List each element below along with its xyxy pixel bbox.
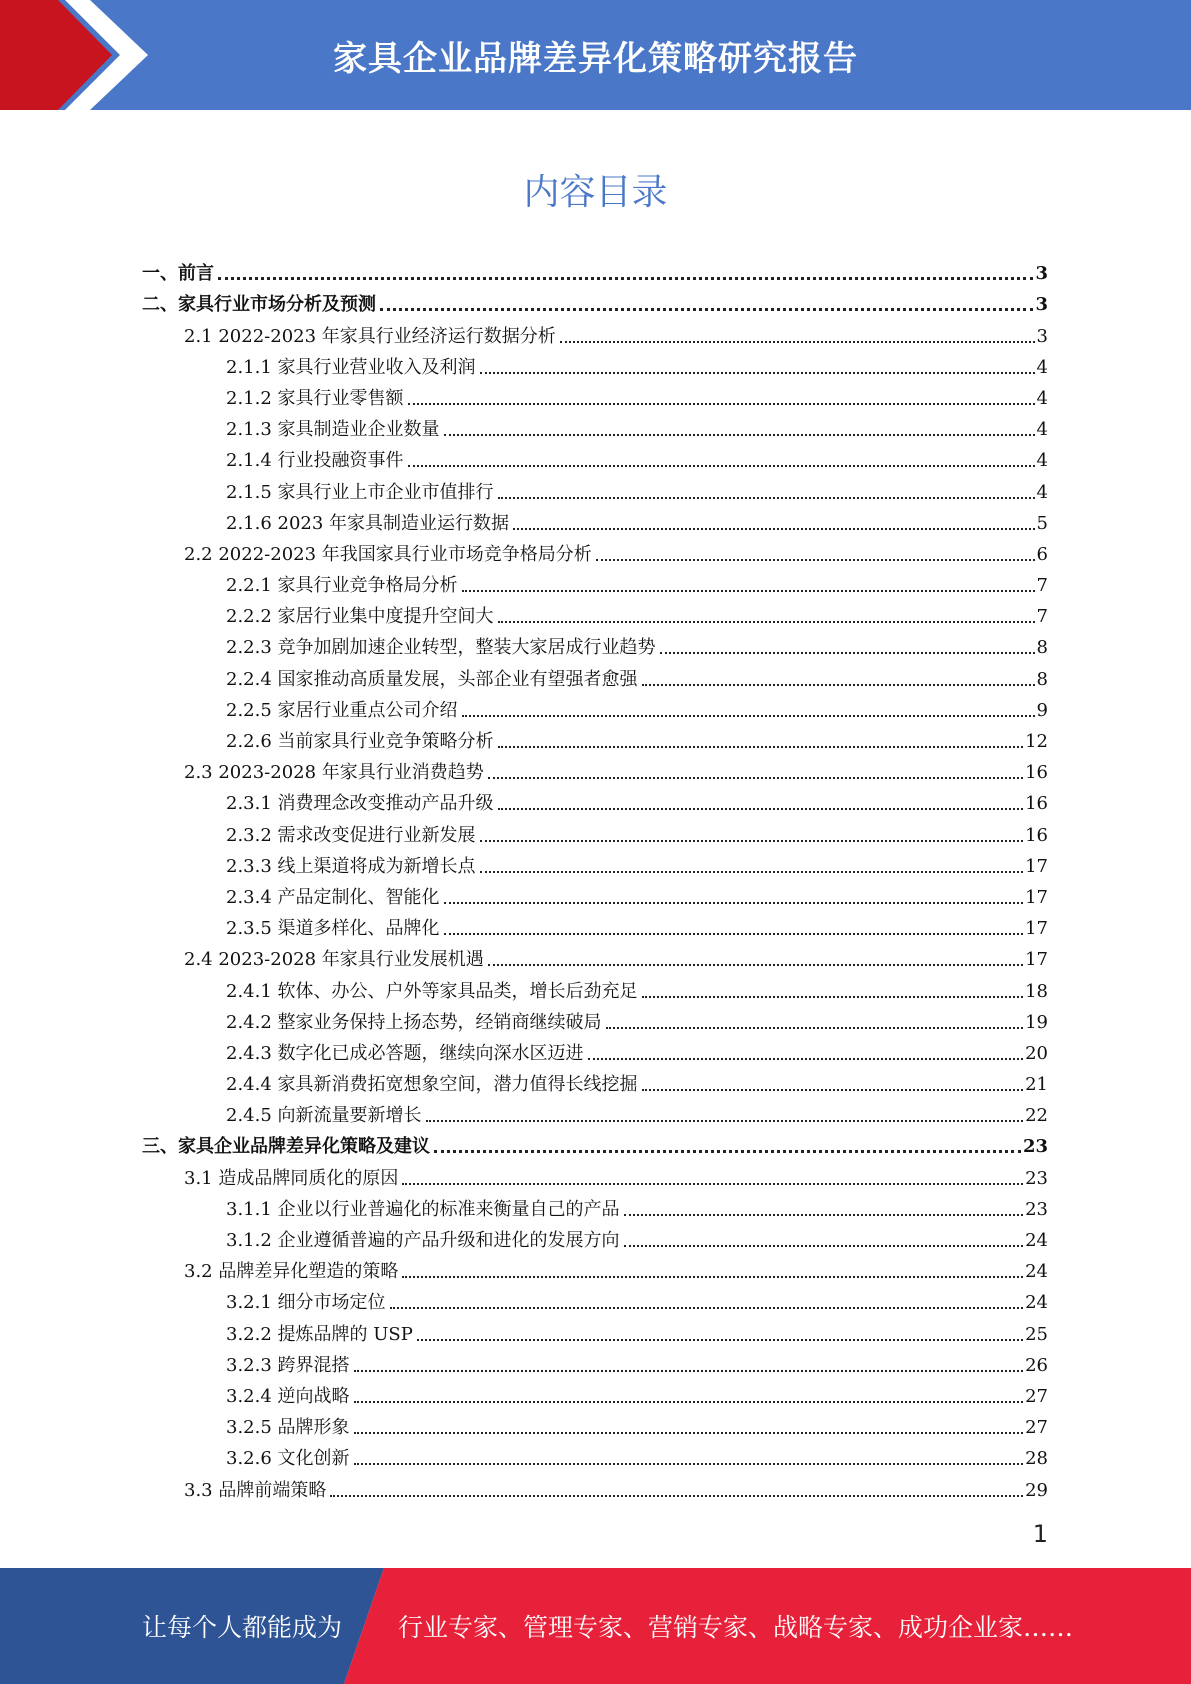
toc-entry-page: 9 <box>1036 699 1048 721</box>
toc-entry-page: 8 <box>1036 637 1048 659</box>
toc-entry-page: 17 <box>1025 918 1048 940</box>
toc-entry-title: 2.3.3 线上渠道将成为新增长点 <box>226 855 476 877</box>
toc-entry-title: 3.3 品牌前端策略 <box>184 1479 327 1501</box>
toc-entry[interactable] <box>142 254 1048 285</box>
toc-leader-dots <box>480 840 1024 842</box>
toc-entry[interactable] <box>142 1065 1048 1096</box>
toc-entry-title: 2.2.1 家具行业竞争格局分析 <box>226 575 458 597</box>
toc-leader-dots <box>642 1089 1024 1091</box>
toc-entry[interactable] <box>142 815 1048 846</box>
toc-entry-page: 21 <box>1025 1074 1048 1096</box>
toc-entry[interactable] <box>142 1346 1048 1377</box>
toc-entry-title: 3.2.1 细分市场定位 <box>226 1292 386 1314</box>
toc-entry[interactable] <box>142 1314 1048 1345</box>
toc-entry-page: 23 <box>1025 1198 1048 1220</box>
toc-entry[interactable] <box>142 1221 1048 1252</box>
page-number: 1 <box>1032 1520 1048 1548</box>
toc-entry-page: 20 <box>1025 1042 1048 1064</box>
toc-entry-page: 5 <box>1036 512 1048 534</box>
toc-entry-page: 16 <box>1025 824 1048 846</box>
toc-entry-page: 27 <box>1025 1385 1048 1407</box>
footer-slogan-left: 让每个人都能成为 <box>142 1613 343 1642</box>
toc-leader-dots <box>624 1245 1024 1247</box>
toc-entry[interactable] <box>142 722 1048 753</box>
toc-entry-page: 26 <box>1025 1354 1048 1376</box>
toc-entry-page: 24 <box>1025 1292 1048 1314</box>
toc-entry[interactable] <box>142 1252 1048 1283</box>
toc-entry-title: 二、家具行业市场分析及预测 <box>142 294 376 316</box>
toc-leader-dots <box>488 964 1023 966</box>
toc-entry-title: 3.2.6 文化创新 <box>226 1448 350 1470</box>
toc-leader-dots <box>402 1183 1023 1185</box>
toc-entry-page: 17 <box>1025 886 1048 908</box>
toc-entry-page: 7 <box>1036 575 1048 597</box>
toc-entry-title: 2.1.6 2023 年家具制造业运行数据 <box>226 512 510 534</box>
toc-leader-dots <box>642 684 1035 686</box>
toc-entry-page: 3 <box>1036 325 1048 347</box>
toc-entry-title: 3.1 造成品牌同质化的原因 <box>184 1167 399 1189</box>
toc-entry-page: 27 <box>1025 1417 1048 1439</box>
toc-entry[interactable] <box>142 504 1048 535</box>
toc-entry-title: 2.4.5 向新流量要新增长 <box>226 1105 422 1127</box>
toc-leader-dots <box>417 1339 1023 1341</box>
toc-entry[interactable] <box>142 1408 1048 1439</box>
toc-leader-dots <box>354 1370 1024 1372</box>
toc-entry-title: 2.3.5 渠道多样化、品牌化 <box>226 918 440 940</box>
toc-entry-page: 18 <box>1025 980 1048 1002</box>
toc-entry-title: 2.3.1 消费理念改变推动产品升级 <box>226 793 494 815</box>
toc-leader-dots <box>218 277 1033 280</box>
toc-leader-dots <box>354 1401 1024 1403</box>
toc-entry[interactable] <box>142 316 1048 347</box>
toc-entry-title: 2.1.2 家具行业零售额 <box>226 387 404 409</box>
toc-entry-title: 2.3.4 产品定制化、智能化 <box>226 886 440 908</box>
toc-entry-title: 2.1.1 家具行业营业收入及利润 <box>226 356 476 378</box>
toc-entry-title: 3.2.5 品牌形象 <box>226 1417 350 1439</box>
toc-leader-dots <box>488 777 1023 779</box>
toc-entry-page: 22 <box>1025 1105 1048 1127</box>
toc-leader-dots <box>624 1214 1024 1216</box>
table-of-contents <box>142 254 1048 1502</box>
toc-entry-title: 2.3 2023-2028 年家具行业消费趋势 <box>184 762 484 784</box>
toc-entry[interactable] <box>142 535 1048 566</box>
toc-leader-dots <box>462 590 1035 592</box>
toc-entry-page: 16 <box>1025 762 1048 784</box>
toc-entry-title: 2.2.5 家居行业重点公司介绍 <box>226 699 458 721</box>
toc-entry[interactable] <box>142 1034 1048 1065</box>
toc-entry-page: 23 <box>1025 1167 1048 1189</box>
toc-leader-dots <box>588 1058 1024 1060</box>
toc-entry-page: 4 <box>1036 387 1048 409</box>
toc-entry-title: 2.2.4 国家推动高质量发展，头部企业有望强者愈强 <box>226 668 638 690</box>
toc-leader-dots <box>606 1027 1024 1029</box>
toc-leader-dots <box>354 1432 1024 1434</box>
toc-entry-page: 24 <box>1025 1230 1048 1251</box>
toc-entry-title: 3.2.3 跨界混搭 <box>226 1354 350 1376</box>
toc-entry[interactable] <box>142 285 1048 316</box>
toc-entry-page: 4 <box>1036 481 1048 503</box>
toc-entry-title: 2.2.6 当前家具行业竞争策略分析 <box>226 731 494 752</box>
toc-leader-dots <box>480 871 1024 873</box>
toc-entry-title: 一、前言 <box>142 263 214 285</box>
toc-entry-page: 4 <box>1036 450 1048 472</box>
toc-entry[interactable] <box>142 1439 1048 1470</box>
toc-leader-dots <box>462 715 1035 717</box>
toc-entry[interactable] <box>142 566 1048 597</box>
toc-entry[interactable] <box>142 1283 1048 1314</box>
toc-leader-dots <box>480 372 1035 374</box>
toc-entry[interactable] <box>142 1003 1048 1034</box>
toc-entry-title: 2.4.4 家具新消费拓宽想象空间，潜力值得长线挖掘 <box>226 1074 638 1096</box>
toc-entry-title: 3.1.2 企业遵循普遍的产品升级和进化的发展方向 <box>226 1230 620 1251</box>
toc-entry-page: 23 <box>1022 1136 1048 1158</box>
toc-entry-title: 2.2 2022-2023 年我国家具行业市场竞争格局分析 <box>184 543 592 565</box>
toc-leader-dots <box>330 1495 1023 1497</box>
toc-leader-dots <box>498 621 1035 623</box>
toc-entry-title: 2.2.3 竞争加剧加速企业转型，整装大家居成行业趋势 <box>226 637 656 659</box>
toc-leader-dots <box>408 465 1035 467</box>
toc-entry[interactable] <box>142 410 1048 441</box>
toc-entry-title: 2.4 2023-2028 年家具行业发展机遇 <box>184 949 484 971</box>
toc-leader-dots <box>390 1307 1024 1309</box>
toc-entry-page: 28 <box>1025 1448 1048 1470</box>
toc-entry-title: 3.2.2 提炼品牌的 USP <box>226 1323 413 1345</box>
toc-entry-title: 2.4.3 数字化已成必答题，继续向深水区迈进 <box>226 1042 584 1064</box>
toc-heading: 内容目录 <box>523 172 668 213</box>
toc-leader-dots <box>444 902 1024 904</box>
toc-entry[interactable] <box>142 909 1048 940</box>
toc-leader-dots <box>642 996 1024 998</box>
toc-entry-title: 3.1.1 企业以行业普遍化的标准来衡量自己的产品 <box>226 1198 620 1220</box>
toc-entry[interactable] <box>142 379 1048 410</box>
toc-leader-dots <box>444 933 1024 935</box>
toc-entry-title: 2.1.4 行业投融资事件 <box>226 450 404 472</box>
footer-slogan-right: 行业专家、管理专家、营销专家、战略专家、成功企业家…… <box>398 1613 1074 1642</box>
toc-entry[interactable] <box>142 753 1048 784</box>
report-title: 家具企业品牌差异化策略研究报告 <box>333 38 858 79</box>
toc-leader-dots <box>596 559 1035 561</box>
toc-entry-title: 2.2.2 家居行业集中度提升空间大 <box>226 606 494 628</box>
toc-leader-dots <box>498 497 1035 499</box>
toc-entry[interactable] <box>142 659 1048 690</box>
toc-entry-page: 16 <box>1025 793 1048 815</box>
toc-entry[interactable] <box>142 441 1048 472</box>
toc-entry[interactable] <box>142 847 1048 878</box>
toc-leader-dots <box>380 308 1033 311</box>
toc-entry-page: 6 <box>1036 543 1048 565</box>
toc-leader-dots <box>498 746 1024 748</box>
toc-leader-dots <box>434 1150 1021 1153</box>
toc-entry[interactable] <box>142 1190 1048 1221</box>
toc-entry-page: 3 <box>1035 263 1048 285</box>
toc-entry[interactable] <box>142 348 1048 379</box>
toc-leader-dots <box>402 1276 1023 1278</box>
toc-entry-title: 2.4.1 软体、办公、户外等家具品类，增长后劲充足 <box>226 980 638 1002</box>
toc-entry-page: 3 <box>1035 294 1048 316</box>
toc-entry[interactable] <box>142 971 1048 1002</box>
toc-entry[interactable] <box>142 597 1048 628</box>
toc-leader-dots <box>660 652 1035 654</box>
toc-entry-page: 4 <box>1036 419 1048 441</box>
toc-entry[interactable] <box>142 691 1048 722</box>
header-band <box>0 0 1191 110</box>
toc-entry-page: 17 <box>1025 949 1048 971</box>
toc-leader-dots <box>513 528 1034 530</box>
toc-entry[interactable] <box>142 472 1048 503</box>
toc-entry-page: 8 <box>1036 668 1048 690</box>
toc-entry[interactable] <box>142 784 1048 815</box>
footer-band <box>0 1568 1191 1684</box>
toc-entry[interactable] <box>142 628 1048 659</box>
toc-leader-dots <box>444 434 1035 436</box>
toc-entry-title: 3.2 品牌差异化塑造的策略 <box>184 1261 399 1283</box>
toc-entry-page: 12 <box>1025 731 1048 752</box>
toc-entry-title: 2.4.2 整家业务保持上扬态势，经销商继续破局 <box>226 1011 602 1033</box>
toc-entry[interactable] <box>142 1096 1048 1127</box>
toc-entry-title: 2.3.2 需求改变促进行业新发展 <box>226 824 476 846</box>
toc-entry-page: 19 <box>1025 1011 1048 1033</box>
toc-entry-title: 2.1 2022-2023 年家具行业经济运行数据分析 <box>184 325 556 347</box>
toc-leader-dots <box>560 341 1035 343</box>
toc-entry[interactable] <box>142 1127 1048 1158</box>
toc-leader-dots <box>354 1463 1024 1465</box>
toc-entry[interactable] <box>142 878 1048 909</box>
toc-entry-page: 7 <box>1036 606 1048 628</box>
toc-entry-page: 29 <box>1025 1479 1048 1501</box>
toc-entry-title: 2.1.3 家具制造业企业数量 <box>226 419 440 441</box>
toc-entry[interactable] <box>142 1470 1048 1501</box>
toc-entry-page: 25 <box>1025 1323 1048 1345</box>
toc-entry-page: 4 <box>1036 356 1048 378</box>
toc-leader-dots <box>498 808 1024 810</box>
toc-entry-title: 3.2.4 逆向战略 <box>226 1385 350 1407</box>
toc-leader-dots <box>408 403 1035 405</box>
toc-leader-dots <box>426 1120 1024 1122</box>
toc-entry[interactable] <box>142 1377 1048 1408</box>
toc-entry-page: 17 <box>1025 855 1048 877</box>
toc-entry-title: 2.1.5 家具行业上市企业市值排行 <box>226 481 494 503</box>
toc-entry[interactable] <box>142 1158 1048 1189</box>
toc-entry-title: 三、家具企业品牌差异化策略及建议 <box>142 1136 430 1158</box>
toc-entry-page: 24 <box>1025 1261 1048 1283</box>
toc-entry[interactable] <box>142 940 1048 971</box>
